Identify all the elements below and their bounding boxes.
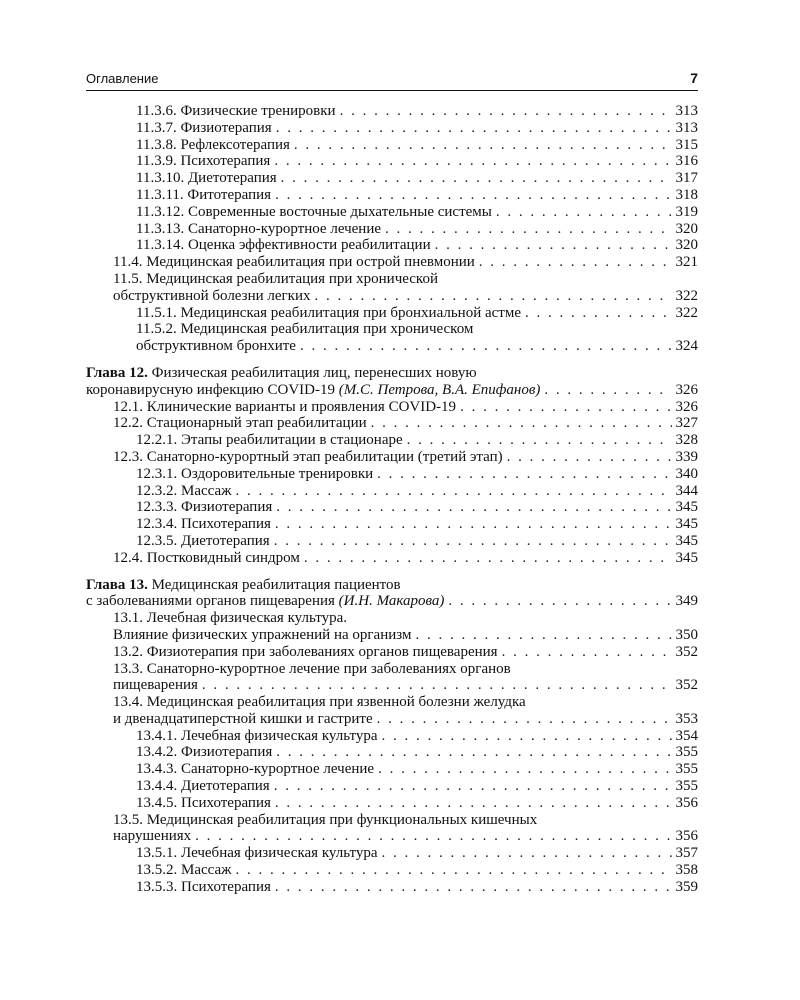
toc-entry[interactable] — [86, 466, 698, 483]
toc-line — [86, 593, 698, 610]
toc-entry-title: 12.2. Стационарный этап реабилитации — [113, 415, 367, 432]
dot-leader — [378, 761, 671, 778]
dot-leader — [276, 120, 672, 137]
toc-entry[interactable] — [86, 761, 698, 778]
toc-entry-title: 13.5.1. Лечебная физическая культура — [136, 845, 378, 862]
toc-entry[interactable] — [86, 483, 698, 500]
dot-leader — [276, 744, 671, 761]
toc-entry-title: Влияние физических упражнений на организм — [113, 626, 412, 643]
toc-line — [113, 550, 698, 567]
toc-entry-title: 11.3.12. Современные восточные дыхательные системы — [136, 203, 492, 220]
toc-entry[interactable]: 11.5. Медицинская реабилитация при хронической обструктивной болезни легких . . . 322 — [86, 271, 698, 305]
toc-line — [113, 449, 698, 466]
toc-page-number: 356 — [675, 828, 698, 845]
toc-entry[interactable] — [86, 432, 698, 449]
header-title: Оглавление — [86, 71, 159, 86]
toc-entry[interactable] — [86, 399, 698, 416]
dot-leader — [382, 845, 672, 862]
toc-line — [136, 862, 698, 879]
dot-leader — [544, 382, 671, 399]
toc-line — [136, 466, 698, 483]
toc-entry[interactable] — [86, 845, 698, 862]
toc-line — [113, 828, 698, 845]
toc-line — [136, 845, 698, 862]
toc-entry[interactable] — [86, 744, 698, 761]
toc-page-number: 357 — [675, 845, 698, 862]
dot-leader — [275, 879, 672, 896]
toc-page-number: 316 — [675, 153, 698, 170]
toc-entry-title: 11.3.7. Физиотерапия — [136, 119, 272, 136]
dot-leader — [479, 254, 672, 271]
toc-line — [136, 153, 698, 170]
toc-entry-title: пищеварения — [113, 677, 198, 694]
toc-entry-title: 13.4.5. Психотерапия — [136, 794, 271, 811]
toc-entry-title: 12.3. Санаторно-курортный этап реабилитации (третий этап) — [113, 448, 503, 465]
toc-entry-title: 12.4. Постковидный синдром — [113, 549, 300, 566]
toc-page-number: 322 — [675, 287, 698, 304]
toc-page-number: 356 — [675, 794, 698, 811]
toc-page-number: 326 — [675, 381, 698, 398]
toc-entry-title: 11.5.1. Медицинская реабилитация при бронхиальной астме — [136, 304, 522, 321]
toc-entry-title: 12.3.1. Оздоровительные тренировки — [136, 465, 374, 482]
toc-line — [136, 761, 698, 778]
toc-line — [136, 204, 698, 221]
dot-leader — [294, 137, 672, 154]
chapter-authors: (М.С. Петрова, В.А. Епифанов) — [338, 381, 541, 398]
toc-entry-title: 13.4.1. Лечебная физическая культура — [136, 727, 378, 744]
toc-entry-title: 11.3.11. Фитотерапия — [136, 186, 272, 203]
dot-leader — [300, 338, 672, 355]
toc-line — [136, 187, 698, 204]
dot-leader — [460, 399, 671, 416]
toc-entry-title: коронавирусную инфекцию COVID-19 (М.С. Петрова, В.А. Епифанов) — [86, 381, 541, 398]
toc-entry-title: 12.2.1. Этапы реабилитации в стационаре — [136, 432, 403, 449]
toc-entry[interactable]: 13.1. Лечебная физическая культура. Влияние физических упражнений на организм . . . 350 — [86, 610, 698, 644]
toc-entry[interactable] — [86, 778, 698, 795]
toc-entry[interactable] — [86, 449, 698, 466]
toc-page-number: 322 — [675, 304, 698, 321]
toc-line — [136, 338, 698, 355]
toc-entry-title: и двенадцатиперстной кишки и гастрите — [113, 710, 373, 727]
toc-entry-title: 11.3.6. Физические тренировки — [136, 103, 336, 119]
toc-entry-title: обструктивном бронхите — [136, 338, 296, 355]
toc-entry-title: нарушениях — [113, 828, 192, 845]
toc-page — [86, 70, 698, 896]
chapter-label: Глава 12. — [86, 364, 148, 381]
toc-entry[interactable] — [86, 533, 698, 550]
toc-line — [113, 627, 698, 644]
dot-leader — [435, 237, 672, 254]
dot-leader — [525, 305, 671, 322]
dot-leader — [507, 449, 672, 466]
toc-entry[interactable] — [86, 499, 698, 516]
toc-entry-title: 11.3.9. Психотерапия — [136, 153, 271, 170]
dot-leader — [415, 627, 671, 644]
dot-leader — [275, 187, 671, 204]
toc-line — [86, 382, 698, 399]
toc-page-number: 324 — [675, 338, 698, 355]
dot-leader — [275, 516, 672, 533]
dot-leader — [202, 677, 672, 694]
chapter-label: Глава 13. — [86, 576, 148, 593]
dot-leader — [448, 593, 671, 610]
toc-line — [136, 533, 698, 550]
toc-page-number: 354 — [675, 727, 698, 744]
chapter-13-entry[interactable]: Глава 13. Медицинская реабилитация пациентов с заболеваниями органов пищеварения (И.Н. Макарова) . . . 349 — [86, 577, 698, 611]
toc-entry[interactable] — [86, 728, 698, 745]
toc-entry[interactable]: 13.5. Медицинская реабилитация при функциональных кишечных нарушениях . . . 356 — [86, 812, 698, 846]
toc-entry-title: 13.5.3. Психотерапия — [136, 878, 271, 895]
dot-leader — [377, 711, 672, 728]
toc-line — [136, 170, 698, 187]
toc-page-number: 319 — [675, 203, 698, 220]
toc-entry[interactable] — [86, 153, 698, 170]
toc-line — [136, 778, 698, 795]
dot-leader — [274, 153, 671, 170]
dot-leader — [276, 499, 671, 516]
toc-entry[interactable] — [86, 644, 698, 661]
toc-line — [136, 237, 698, 254]
dot-leader — [382, 728, 672, 745]
toc-entry-title: 12.3.2. Массаж — [136, 482, 232, 499]
dot-leader — [274, 778, 672, 795]
toc-page-number: 339 — [675, 448, 698, 465]
toc-page-number: 345 — [675, 532, 698, 549]
toc-page-number: 340 — [675, 465, 698, 482]
toc-entry[interactable] — [86, 137, 698, 154]
toc-page-number: 358 — [675, 862, 698, 879]
toc-entry-title: 13.2. Физиотерапия при заболеваниях органов пищеварения — [113, 643, 498, 660]
toc-entry-title: 12.3.5. Диетотерапия — [136, 532, 270, 549]
toc-line — [136, 137, 698, 154]
toc-line — [136, 432, 698, 449]
toc-entry-title: 13.5.2. Массаж — [136, 862, 232, 879]
toc-line — [136, 795, 698, 812]
toc-line — [136, 728, 698, 745]
toc-entry[interactable] — [86, 103, 698, 120]
toc-entry-title: 11.3.13. Санаторно-курортное лечение — [136, 220, 382, 237]
toc-entry[interactable] — [86, 305, 698, 322]
toc-page-number: 313 — [675, 119, 698, 136]
toc-page-number: 353 — [675, 710, 698, 727]
toc-entry-title: 11.3.10. Диетотерапия — [136, 170, 277, 187]
toc-page-number: 355 — [675, 744, 698, 761]
dot-leader — [385, 221, 671, 238]
toc-entry[interactable] — [86, 237, 698, 254]
toc-page-number: 318 — [675, 186, 698, 203]
toc-line — [136, 879, 698, 896]
toc-page-number: 350 — [675, 626, 698, 643]
toc-page-number: 326 — [675, 398, 698, 415]
toc-line — [136, 305, 698, 322]
toc-page-number: 345 — [675, 499, 698, 516]
toc-line — [113, 677, 698, 694]
toc-line — [136, 499, 698, 516]
toc-entry[interactable]: 13.4. Медицинская реабилитация при язвенной болезни желудка и двенадцатиперстной кишки и гастрите . . . 353 — [86, 694, 698, 728]
chapter-12-entry[interactable]: Глава 12. Физическая реабилитация лиц, перенесших новую коронавирусную инфекцию COVID-19 (М.С. Петрова, В.А. Епифанов) . . . 326 — [86, 365, 698, 399]
toc-page-number: 320 — [675, 237, 698, 254]
toc-line — [113, 254, 698, 271]
toc-page-number: 328 — [675, 432, 698, 449]
toc-entry[interactable] — [86, 516, 698, 533]
toc-entry[interactable] — [86, 795, 698, 812]
toc-page-number: 344 — [675, 482, 698, 499]
toc-page-number: 321 — [675, 254, 698, 271]
toc-entry-title: 13.4.4. Диетотерапия — [136, 778, 270, 795]
toc-line — [136, 744, 698, 761]
dot-leader — [340, 103, 672, 120]
toc-page-number: 352 — [675, 643, 698, 660]
dot-leader — [281, 170, 672, 187]
toc-entry[interactable]: 11.5.2. Медицинская реабилитация при хроническом обструктивном бронхите . . . 324 — [86, 321, 698, 355]
toc-page-number: 352 — [675, 677, 698, 694]
toc-page-number: 315 — [675, 136, 698, 153]
toc-line — [113, 288, 698, 305]
toc-page-number: 345 — [675, 549, 698, 566]
dot-leader — [371, 415, 672, 432]
toc-line — [136, 103, 698, 120]
toc-line — [113, 711, 698, 728]
toc-page-number: 359 — [675, 878, 698, 895]
chapter-authors: (И.Н. Макарова) — [338, 593, 445, 610]
dot-leader — [304, 550, 672, 567]
toc-entry[interactable] — [86, 862, 698, 879]
toc-entry-title: 12.1. Клинические варианты и проявления COVID-19 — [113, 398, 457, 415]
toc-page-number: 345 — [675, 516, 698, 533]
toc-line — [136, 483, 698, 500]
page-number: 7 — [690, 70, 698, 86]
toc-entry[interactable] — [86, 254, 698, 271]
toc-entry[interactable] — [86, 550, 698, 567]
toc-entry-title: 11.3.8. Рефлексотерапия — [136, 136, 290, 153]
toc-line — [136, 516, 698, 533]
toc-page-number: 313 — [675, 103, 698, 119]
table-of-contents — [86, 103, 698, 896]
toc-entry[interactable] — [86, 187, 698, 204]
toc-entry[interactable] — [86, 170, 698, 187]
dot-leader — [407, 432, 672, 449]
toc-entry-title: 12.3.4. Психотерапия — [136, 516, 271, 533]
toc-entry-title: 13.4.2. Физиотерапия — [136, 744, 273, 761]
toc-page-number: 355 — [675, 761, 698, 778]
running-header — [86, 70, 698, 91]
toc-entry-title: обструктивной болезни легких — [113, 287, 311, 304]
toc-entry-title: 13.4.3. Санаторно-курортное лечение — [136, 761, 375, 778]
dot-leader — [377, 466, 671, 483]
toc-entry-title: 11.4. Медицинская реабилитация при острой пневмонии — [113, 254, 475, 271]
toc-entry[interactable]: 13.3. Санаторно-курортное лечение при заболеваниях органов пищеварения . . . 352 — [86, 661, 698, 695]
dot-leader — [496, 204, 672, 221]
toc-entry[interactable] — [86, 879, 698, 896]
dot-leader — [275, 795, 672, 812]
toc-entry[interactable] — [86, 415, 698, 432]
toc-line — [113, 399, 698, 416]
toc-entry-title: с заболеваниями органов пищеварения (И.Н. Макарова) — [86, 593, 445, 610]
dot-leader — [195, 828, 671, 845]
toc-line — [136, 120, 698, 137]
dot-leader — [502, 644, 672, 661]
toc-page-number: 355 — [675, 778, 698, 795]
toc-entry-title: 12.3.3. Физиотерапия — [136, 499, 273, 516]
toc-entry[interactable] — [86, 221, 698, 238]
toc-page-number: 320 — [675, 220, 698, 237]
toc-entry-title: 11.3.14. Оценка эффективности реабилитации — [136, 237, 431, 254]
toc-line — [136, 221, 698, 238]
toc-line — [113, 644, 698, 661]
dot-leader — [274, 533, 672, 550]
dot-leader — [315, 288, 672, 305]
dot-leader — [236, 862, 672, 879]
toc-page-number: 349 — [675, 593, 698, 610]
toc-page-number: 327 — [675, 415, 698, 432]
toc-entry[interactable] — [86, 204, 698, 221]
toc-page-number: 317 — [675, 170, 698, 187]
toc-line — [113, 415, 698, 432]
dot-leader — [236, 483, 672, 500]
toc-entry[interactable] — [86, 120, 698, 137]
